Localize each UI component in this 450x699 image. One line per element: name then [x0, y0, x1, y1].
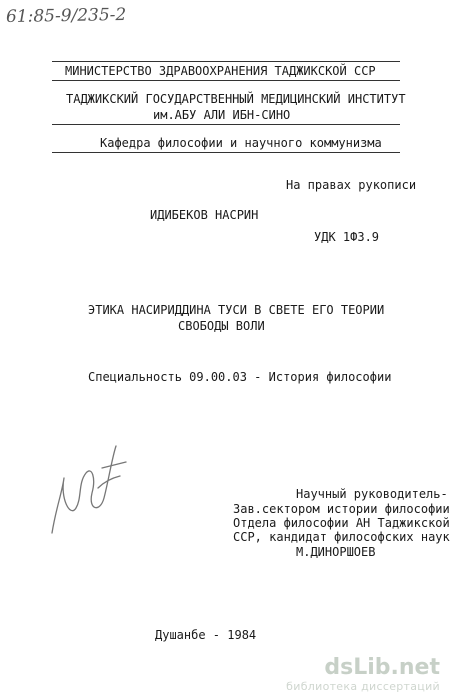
rule-department-bottom: [52, 152, 400, 153]
supervisor-role: Научный руководитель-: [296, 487, 448, 501]
specialty-line: Специальность 09.00.03 - История философии: [88, 370, 392, 384]
institute-line2: им.АБУ АЛИ ИБН-СИНО: [153, 108, 291, 122]
department-line: Кафедра философии и научного коммунизма: [100, 136, 382, 150]
watermark: [286, 656, 440, 693]
rule-institute-bottom: [52, 124, 400, 125]
supervisor-line1: Зав.сектором истории философии: [233, 502, 450, 516]
supervisor-line3: ССР, кандидат философских наук: [233, 530, 450, 544]
signature: [42, 438, 132, 543]
manuscript-note: На правах рукописи: [286, 178, 417, 192]
udk-code: УДК 1Ф3.9: [314, 230, 380, 244]
watermark-brand: dsLib.net: [324, 655, 440, 680]
watermark-subtitle: библиотека диссертаций: [286, 680, 440, 693]
ministry-heading: МИНИСТЕРСТВО ЗДРАВООХРАНЕНИЯ ТАДЖИКСКОЙ ССР: [65, 64, 376, 78]
rule-ministry-bottom: [52, 80, 400, 81]
supervisor-name: М.ДИНОРШОЕВ: [296, 545, 376, 559]
institute-line1: ТАДЖИКСКИЙ ГОСУДАРСТВЕННЫЙ МЕДИЦИНСКИЙ ИНСТИТУТ: [66, 92, 406, 106]
rule-top: [52, 61, 400, 62]
handwritten-code: 61:85-9/235-2: [5, 4, 127, 28]
supervisor-line2: Отдела философии АН Таджикской: [233, 516, 450, 530]
author-name: ИДИБЕКОВ НАСРИН: [150, 208, 259, 222]
title-line2: СВОБОДЫ ВОЛИ: [178, 319, 265, 333]
city-year: Душанбе - 1984: [155, 628, 257, 642]
title-line1: ЭТИКА НАСИРИДДИНА ТУСИ В СВЕТЕ ЕГО ТЕОРИИ: [88, 303, 385, 317]
